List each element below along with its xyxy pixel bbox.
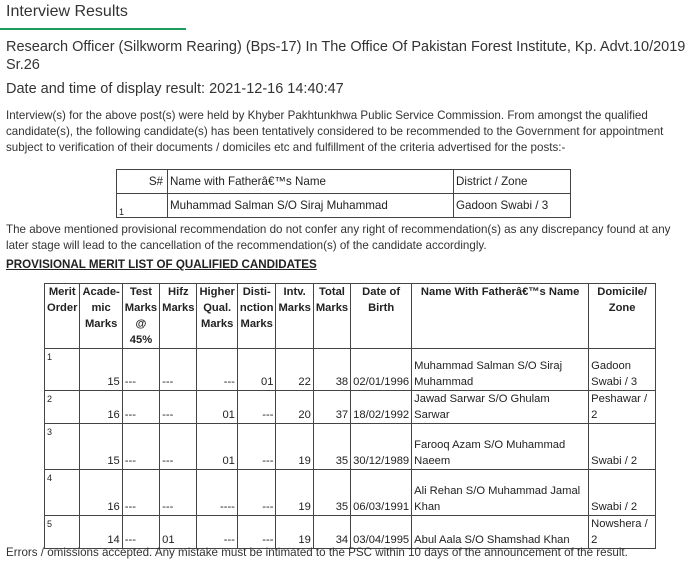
merit-cell-interview: 19	[276, 470, 313, 516]
merit-cell-academic: 16	[80, 470, 122, 516]
header-bar	[0, 0, 696, 30]
merit-header-row	[45, 284, 656, 349]
rec-header-name: Name with Fatherâ€™s Name	[168, 170, 454, 194]
rec-header-sno: S#	[117, 170, 168, 194]
merit-cell-interview: 19	[276, 424, 313, 470]
rec-header-district: District / Zone	[454, 170, 571, 194]
merit-cell-distinction: ---	[237, 470, 276, 516]
rec-cell-sno: 1	[117, 194, 168, 218]
merit-cell-total: 35	[313, 470, 350, 516]
merit-header-distinction: Disti-nction Marks	[237, 284, 276, 349]
merit-header-domicile: Domicile/ Zone	[589, 284, 656, 349]
merit-cell-domicile: Swabi / 2	[589, 424, 656, 470]
rec-cell-district: Gadoon Swabi / 3	[454, 194, 571, 218]
merit-cell-name: Abul Aala S/O Shamshad Khan	[412, 516, 589, 549]
merit-header-interview: Intv. Marks	[276, 284, 313, 349]
merit-cell-hifz: ---	[160, 391, 197, 424]
display-value: 2021-12-16 14:40:47	[209, 81, 344, 97]
footer-note: Errors / omissions accepted. Any mistake must be intimated to the PSC within 10 days of the announcement of the result.	[6, 546, 628, 559]
merit-cell-domicile: Nowshera / 2	[589, 516, 656, 549]
merit-header-total: Total Marks	[313, 284, 350, 349]
merit-cell-order: 1	[45, 349, 80, 391]
merit-cell-hifz: ---	[160, 470, 197, 516]
merit-cell-test: ---	[122, 470, 159, 516]
display-label: Date and time of display result:	[6, 81, 206, 97]
merit-cell-order: 3	[45, 424, 80, 470]
intro-paragraph: Interview(s) for the above post(s) were held by Khyber Pakhtunkhwa Public Service Commission. From amongst the qualified candidate(s), the following candidate(s) has been tentatively considered to be recommended to the Government for appointment subject to verification of their documents / domiciles etc and fulfillment of the criteria advertised for the posts:-	[6, 109, 664, 154]
merit-cell-higher: ----	[197, 470, 237, 516]
merit-header-test: Test Marks @ 45%	[122, 284, 159, 349]
merit-cell-total: 35	[313, 424, 350, 470]
merit-cell-domicile: Peshawar / 2	[589, 391, 656, 424]
display-datetime	[6, 81, 344, 97]
merit-cell-name: Jawad Sarwar S/O Ghulam Sarwar	[412, 391, 589, 424]
merit-cell-distinction: ---	[237, 424, 276, 470]
merit-cell-distinction: ---	[237, 391, 276, 424]
merit-header-academic: Acade-mic Marks	[80, 284, 122, 349]
merit-cell-test: ---	[122, 349, 159, 391]
merit-cell-test: ---	[122, 516, 159, 549]
merit-cell-distinction: 01	[237, 349, 276, 391]
merit-cell-total: 34	[313, 516, 350, 549]
merit-cell-dob: 06/03/1991	[351, 470, 412, 516]
merit-cell-higher: 01	[197, 424, 237, 470]
merit-cell-total: 38	[313, 349, 350, 391]
merit-cell-interview: 19	[276, 516, 313, 549]
merit-cell-hifz: ---	[160, 349, 197, 391]
merit-header-dob: Date of Birth	[351, 284, 412, 349]
merit-cell-domicile: Swabi / 2	[589, 470, 656, 516]
recommended-header-row	[117, 170, 571, 194]
merit-cell-dob: 02/01/1996	[351, 349, 412, 391]
merit-cell-distinction: ---	[237, 516, 276, 549]
merit-cell-order: 5	[45, 516, 80, 549]
post-title: Research Officer (Silkworm Rearing) (Bps-17) In The Office Of Pakistan Forest Institute, Kp. Advt.10/2019 Sr.26	[6, 39, 686, 73]
merit-cell-name: Ali Rehan S/O Muhammad Jamal Khan	[412, 470, 589, 516]
merit-cell-higher: ---	[197, 349, 237, 391]
merit-header-order: Merit Order	[45, 284, 80, 349]
merit-cell-total: 37	[313, 391, 350, 424]
merit-cell-higher: 01	[197, 391, 237, 424]
merit-cell-academic: 14	[80, 516, 122, 549]
merit-cell-dob: 03/04/1995	[351, 516, 412, 549]
merit-cell-order: 4	[45, 470, 80, 516]
merit-row	[45, 424, 656, 470]
merit-cell-name: Muhammad Salman S/O Siraj Muhammad	[412, 349, 589, 391]
merit-header-higher: Higher Qual. Marks	[197, 284, 237, 349]
merit-cell-interview: 22	[276, 349, 313, 391]
merit-cell-hifz: 01	[160, 516, 197, 549]
merit-cell-hifz: ---	[160, 424, 197, 470]
rec-cell-name: Muhammad Salman S/O Siraj Muhammad	[168, 194, 454, 218]
recommended-table	[116, 169, 571, 218]
disclaimer-paragraph: The above mentioned provisional recommendation do not confer any right of recommendation(s) as any discrepancy found at any later stage will lead to the cancellation of the recommendation(s) of the candidate accordingly.	[6, 223, 671, 252]
merit-list-heading: PROVISIONAL MERIT LIST OF QUALIFIED CANDIDATES	[6, 258, 317, 271]
merit-cell-name: Farooq Azam S/O Muhammad Naeem	[412, 424, 589, 470]
page-title: Interview Results	[6, 3, 128, 20]
merit-row	[45, 470, 656, 516]
recommended-row	[117, 194, 571, 218]
merit-cell-dob: 30/12/1989	[351, 424, 412, 470]
merit-cell-academic: 16	[80, 391, 122, 424]
merit-cell-interview: 20	[276, 391, 313, 424]
title-underline	[0, 28, 186, 30]
merit-cell-academic: 15	[80, 349, 122, 391]
merit-cell-academic: 15	[80, 424, 122, 470]
merit-cell-order: 2	[45, 391, 80, 424]
merit-header-name: Name With Fatherâ€™s Name	[412, 284, 589, 349]
merit-cell-domicile: Gadoon Swabi / 3	[589, 349, 656, 391]
merit-cell-higher: ---	[197, 516, 237, 549]
merit-table	[44, 283, 656, 549]
merit-row	[45, 391, 656, 424]
merit-body	[45, 349, 656, 549]
merit-row	[45, 516, 656, 549]
merit-cell-dob: 18/02/1992	[351, 391, 412, 424]
merit-row	[45, 349, 656, 391]
merit-header-hifz: Hifz Marks	[160, 284, 197, 349]
merit-cell-test: ---	[122, 391, 159, 424]
merit-cell-test: ---	[122, 424, 159, 470]
